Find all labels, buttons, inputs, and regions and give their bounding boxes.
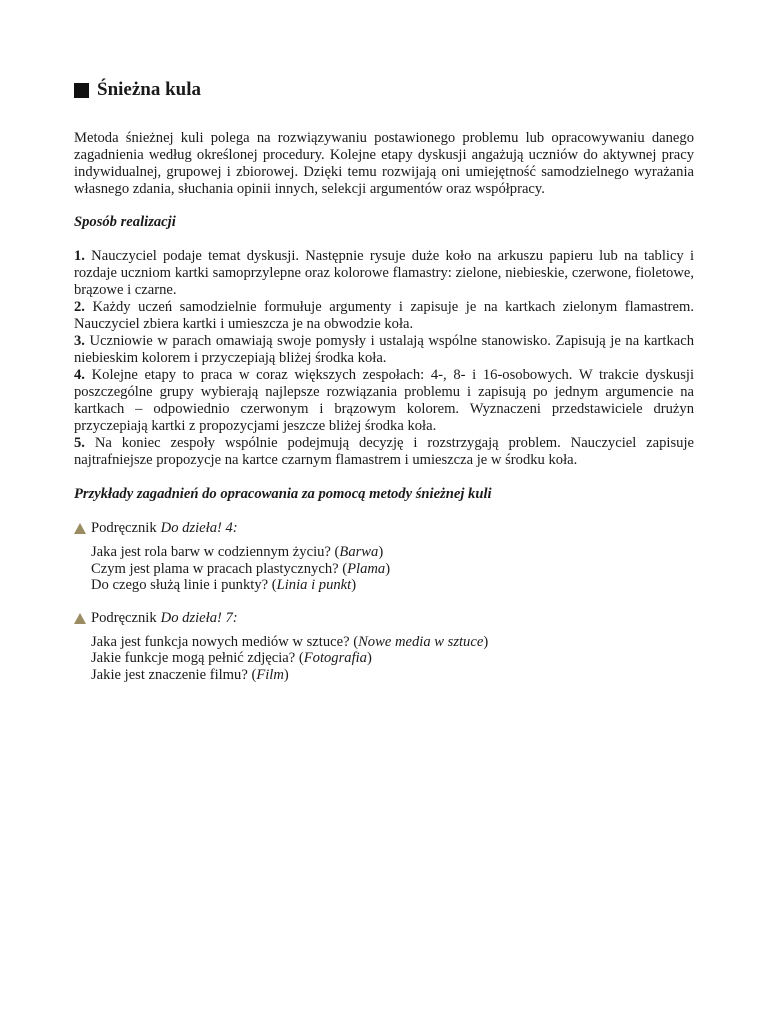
book-section-7 (74, 610, 694, 684)
book-title: Do dzieła! 7: (160, 609, 238, 626)
question-list (74, 544, 694, 594)
step-number: 1. (74, 248, 85, 264)
question-topic: Plama (347, 560, 386, 577)
page-title-text: Śnieżna kula (97, 79, 202, 100)
question-close: ) (283, 666, 289, 683)
step-text: Kolejne etapy to praca w coraz większych zespołach: 4-, 8- i 16-osobowych. W trakcie dyskusji poszczególne grupy wybierają najlepsze rozwiązania problemu i zapisują po jednym argumencie na kartkach – odpowiednio czerwonym i brązowym kolorem. Wyznaczeni przedstawiciele drużyn przyczepiają kartki z propozycjami jeszcze bliżej środka koła. (74, 367, 694, 434)
page-title (74, 78, 694, 102)
examples-heading: Przykłady zagadnień do opracowania za pomocą metody śnieżnej kuli (74, 486, 492, 502)
question-list (74, 634, 694, 684)
question-item (91, 544, 694, 561)
question-close: ) (351, 577, 357, 593)
question-topic: Fotografia (303, 650, 367, 666)
step-number: 2. (74, 299, 85, 315)
step-text: Na koniec zespoły wspólnie podejmują decyzję i rozstrzygają problem. Nauczyciel zapisuje najtrafniejsze propozycje na kartce czarnym flamastrem i umieszcza je w środku koła. (74, 435, 694, 468)
question-text: Jakie funkcje mogą pełnić zdjęcia? ( (91, 650, 304, 666)
step-item (74, 367, 694, 435)
method-heading: Sposób realizacji (74, 214, 176, 230)
step-item (74, 248, 694, 299)
question-topic: Nowe media w sztuce (358, 633, 484, 650)
triangle-bullet-icon (74, 523, 86, 534)
book-label: Podręcznik (91, 609, 157, 626)
book-line (74, 520, 694, 537)
question-text: Jaka jest rola barw w codziennym życiu? ( (91, 544, 340, 560)
question-close: ) (385, 560, 391, 577)
book-section-4 (74, 520, 694, 594)
step-text: Uczniowie w parach omawiają swoje pomysły i ustalają wspólne stanowisko. Zapisują je na kartkach niebieskim kolorem i przyczepiają bliżej środka koła. (74, 333, 694, 366)
question-text: Czym jest plama w pracach plastycznych? ( (91, 560, 348, 577)
question-text: Jakie jest znaczenie filmu? ( (91, 666, 257, 683)
step-item (74, 333, 694, 367)
question-topic: Barwa (339, 544, 379, 560)
question-close: ) (366, 650, 372, 666)
question-item (91, 561, 694, 578)
question-topic: Linia i punkt (276, 577, 352, 593)
book-label: Podręcznik (91, 520, 157, 536)
step-text: Każdy uczeń samodzielnie formułuje argumenty i zapisuje je na kartkach zielonym flamastrem. Nauczyciel zbiera kartki i umieszcza je na obwodzie koła. (74, 299, 694, 332)
step-text: Nauczyciel podaje temat dyskusji. Następnie rysuje duże koło na arkuszu papieru lub na tablicy i rozdaje uczniom kartki samoprzylepne oraz kolorowe flamastry: zielone, niebieskie, czerwone, fioletowe, brązowe i czarne. (74, 248, 694, 298)
question-topic: Film (256, 666, 284, 683)
question-item (91, 667, 694, 684)
book-line (74, 610, 694, 627)
step-number: 3. (74, 333, 85, 349)
question-item (91, 650, 694, 667)
step-number: 4. (74, 367, 85, 383)
question-text: Do czego służą linie i punkty? ( (91, 577, 277, 593)
question-close: ) (378, 544, 384, 560)
steps-list (74, 248, 694, 469)
question-close: ) (483, 633, 489, 650)
triangle-bullet-icon (74, 613, 86, 624)
question-item (91, 577, 694, 594)
step-number: 5. (74, 435, 85, 451)
intro-paragraph: Metoda śnieżnej kuli polega na rozwiązywaniu postawionego problemu lub opracowywaniu danego zagadnienia według określonej procedury. Kolejne etapy dyskusji angażują uczniów do aktywnej pracy indywidualnej, grupowej i zbiorowej. Dzięki temu rozwijają oni umiejętność samodzielnego wyrażania własnego zdania, słuchania opinii innych, selekcji argumentów oraz współpracy. (74, 130, 694, 197)
question-item (91, 634, 694, 651)
question-text: Jaka jest funkcja nowych mediów w sztuce? ( (91, 633, 359, 650)
book-title: Do dzieła! 4: (160, 520, 238, 536)
step-item (74, 435, 694, 469)
step-item (74, 299, 694, 333)
black-square-icon (74, 83, 89, 98)
